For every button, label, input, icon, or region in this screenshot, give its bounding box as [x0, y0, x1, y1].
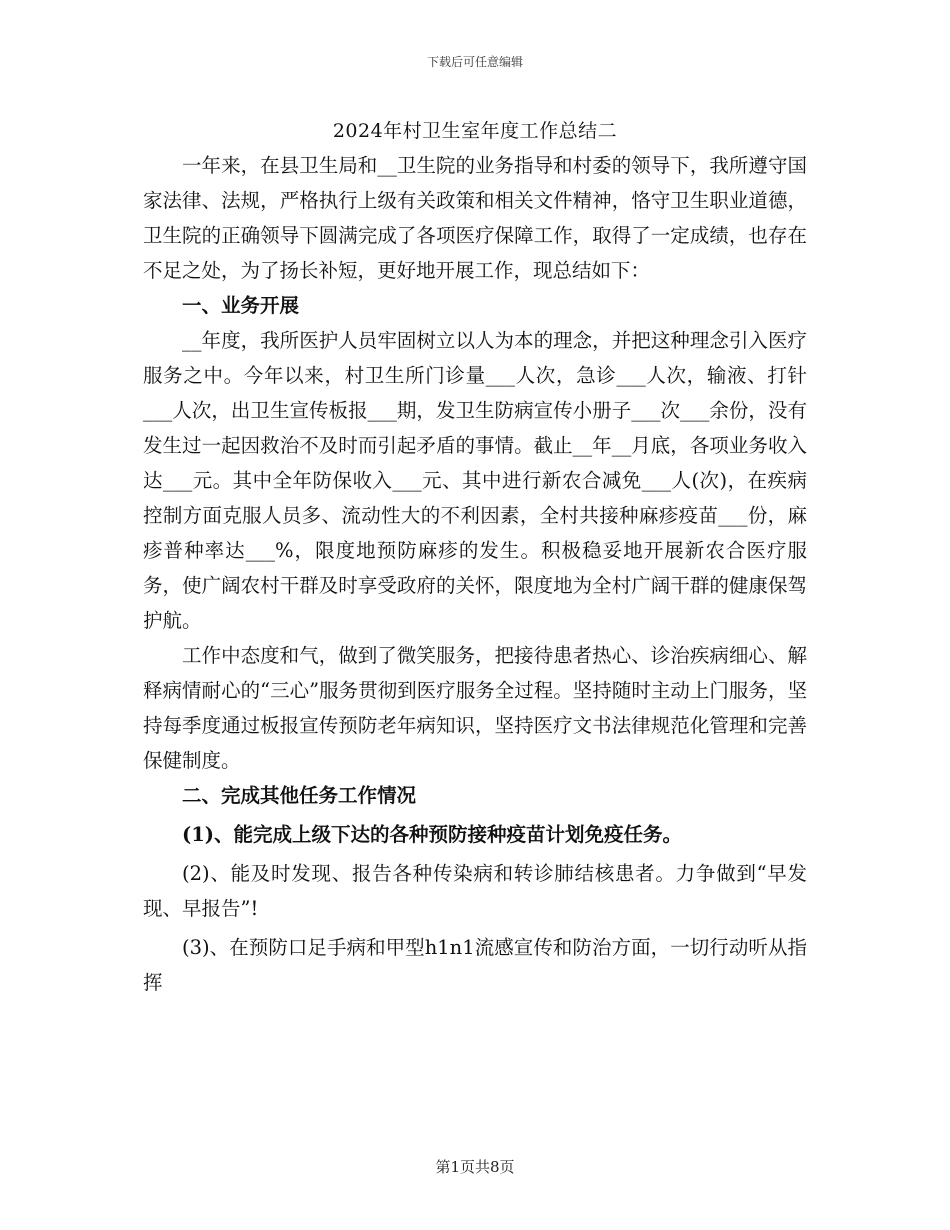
service-paragraph: 工作中态度和气，做到了微笑服务，把接待患者热心、诊治疾病细心、解释病情耐心的“三心”服务贯彻到医疗服务全过程。坚持随时主动上门服务，坚持每季度通过板报宣传预防老年病知识，坚持医疗文书法律规范化管理和完善保健制度。	[143, 644, 807, 772]
task-item-1: (1)、能完成上级下达的各种预防接种疫苗计划免疫任务。	[182, 823, 683, 846]
document-body	[143, 148, 807, 1000]
document-title: 2024年村卫生室年度工作总结二	[332, 120, 618, 142]
header-note: 下载后可任意编辑	[426, 55, 523, 69]
section-heading-business: 一、业务开展	[182, 294, 300, 317]
section-heading-other-tasks: 二、完成其他任务工作情况	[182, 784, 417, 807]
task-item-3: (3)、在预防口足手病和甲型h1n1流感宣传和防治方面，一切行动听从指挥	[143, 936, 807, 994]
business-paragraph: __年度，我所医护人员牢固树立以人为本的理念，并把这种理念引入医疗服务之中。今年以来，村卫生所门诊量___人次，急诊___人次，输液、打针___人次，出卫生宣传板报___期，发卫生防病宣传小册子___次___余份，没有发生过一起因救治不及时而引起矛盾的事情。截止__年__月底，各项业务收入达___元。其中全年防保收入___元、其中进行新农合减免___人(次)，在疾病控制方面克服人员多、流动性大的不利因素，全村共接种麻疹疫苗___份，麻疹普种率达___%，限度地预防麻疹的发生。积极稳妥地开展新农合医疗服务，使广阔农村干群及时享受政府的关怀，限度地为全村广阔干群的健康保驾护航。	[143, 329, 807, 632]
intro-paragraph: 一年来，在县卫生局和__卫生院的业务指导和村委的领导下，我所遵守国家法律、法规，严格执行上级有关政策和相关文件精神，恪守卫生职业道德，卫生院的正确领导下圆满完成了各项医疗保障工作，取得了一定成绩，也存在不足之处，为了扬长补短，更好地开展工作，现总结如下：	[143, 154, 807, 282]
task-item-2: (2)、能及时发现、报告各种传染病和转诊肺结核患者。力争做到“早发现、早报告”!	[143, 862, 807, 920]
page-number: 第1页共8页	[435, 1158, 515, 1176]
